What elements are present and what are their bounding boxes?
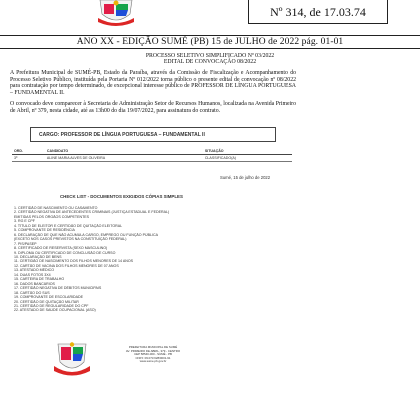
cell-candidate: ALINE MARIA ALVES DE OLIVEIRA [45, 155, 203, 162]
cell-order: 3º [12, 155, 45, 162]
notice-paragraph-2: O convocado deve comparecer à Secretaria de Administração Setor de Recursos Humanos, localizada na Avenida Primeiro de Abril, nº 379, nesta cidade, até as 13h00 do dia 19/07/2022, para assinatura do contrato. [10, 101, 296, 114]
place-date: Sumé, 15 de julho de 2022 [220, 175, 271, 180]
col-order-header: ORD. [12, 148, 45, 155]
checklist-item: EMITIDAS PELOS ÓRGÃOS COMPETENTES [14, 214, 90, 219]
law-number-box [248, 0, 388, 24]
scanned-annex [12, 120, 312, 420]
cargo-title: CARGO: PROFESSOR DE LÍNGUA PORTUGUESA – FUNDAMENTAL II [39, 131, 205, 138]
checklist-title: CHECK LIST - DOCUMENTOS EXIGIDOS CÓPIAS SIMPLES [60, 194, 183, 199]
checklist-item: 14. DUAS FOTOS 3X4 [14, 272, 51, 277]
candidate-table [12, 148, 292, 162]
footer-line: www.sume.pb.gov.br [139, 359, 167, 364]
checklist-item: 18. CARTÃO DO SUS [14, 290, 50, 295]
checklist-item: 7. PIS/PASEP [14, 241, 37, 246]
col-status-header: SITUAÇÃO [203, 148, 292, 155]
checklist-item: 21. CERTIDÃO DE REGULARIDADE DO CPF [14, 303, 89, 308]
checklist-item: 12. CARTÃO DE VACINA DOS FILHOS MENORES DE 07 ANOS [14, 263, 119, 268]
footer-coat-of-arms-logo [52, 342, 92, 380]
checklist-item: 13. ATESTADO MÉDICO [14, 268, 55, 273]
cargo-title-box [30, 127, 276, 142]
footer-address [98, 346, 208, 364]
header-rule-bottom [0, 48, 420, 49]
checklist-item: 16. DADOS BANCÁRIOS [14, 281, 55, 286]
footer-line: CNPJ: 09.073.628/0001-91 [135, 355, 171, 360]
cell-status: CLASSIFICADO(A) [203, 155, 292, 162]
checklist-item: (EXCETO NOS CASOS PREVISTOS NA CONSTITUIÇÃO FEDERAL) [14, 237, 127, 242]
checklist-item: 10. DECLARAÇÃO DE BENS [14, 254, 62, 259]
process-title: PROCESSO SELETIVO SIMPLIFICADO Nº 03/2022 [145, 53, 275, 59]
checklist-item: 1. CERTIDÃO DE NASCIMENTO OU CASAMENTO [14, 206, 98, 210]
checklist-item: 22. ATESTADO DE SAÚDE OCUPACIONAL (ASO) [14, 308, 96, 313]
checklist-item: 5. COMPROVANTE DE RESIDÊNCIA [14, 228, 75, 233]
checklist-item: 17. CERTIDÃO NEGATIVA DE DÉBITOS MUNICIPAIS [14, 286, 102, 291]
checklist-item: 8. CERTIFICADO DE RESERVISTA (SEXO MASCULINO) [14, 246, 108, 251]
header-rule-top [0, 35, 420, 36]
edition-line: ANO XX - EDIÇÃO SUMÉ (PB) 15 de JULHO de 2022 pág. 01-01 [76, 37, 344, 47]
footer-line: PREFEITURA MUNICIPAL DE SUMÉ [128, 345, 178, 349]
law-number-text: Nº 314, de 17.03.74 [270, 5, 366, 19]
checklist-item: 19. COMPROVANTE DE ESCOLARIDADE [14, 295, 84, 300]
municipal-coat-of-arms-logo [96, 0, 136, 26]
checklist-item: 9. DIPLOMA OU CERTIFICADO DE CONCLUSÃO DE CURSO [14, 250, 116, 255]
col-candidate-header: CANDIDATO [45, 148, 203, 155]
footer-line: AV. PRIMEIRO DE ABRIL, 379 - CENTRO [125, 348, 181, 353]
document-checklist [14, 206, 314, 313]
footer-line: CEP 58540-000 - SUMÉ - PB [134, 352, 172, 357]
checklist-item: 11. CERTIDÃO DE NASCIMENTO DOS FILHOS MENORES DE 14 ANOS [14, 259, 134, 264]
checklist-item: 3. RG E CPF [14, 219, 35, 224]
checklist-item: 4. TÍTULO DE ELEITOR E CERTIDÃO DE QUITAÇÃO ELEITORAL [14, 223, 123, 228]
notice-paragraph-1: A Prefeitura Municipal de SUMÉ-PB, Estado da Paraíba, através da Comissão de Fiscalização e Acompanhamento do Processo Seletivo Público, instituída pela Portaria Nº 012/2022 torna público o presente edital de convocação nº 08/2022 para contratação por tempo determinado, de excepcional interesse público de PROFESSOR DE LÍNGUA PORTUGUESA – FUNDAMENTAL II. [10, 70, 296, 96]
edital-title: EDITAL DE CONVOCAÇÃO 08/2022 [163, 59, 257, 65]
table-row [12, 155, 292, 162]
checklist-item: 2. CERTIDÃO NEGATIVA DE ANTECEDENTES CRIMINAIS (JUSTIÇA ESTADUAL E FEDERAL) [14, 210, 170, 215]
checklist-item: 20. CERTIDÃO DE QUITAÇÃO MILITAR [14, 299, 79, 304]
checklist-item: 6. DECLARAÇÃO DE QUE NÃO ACUMULA CARGO, EMPREGO OU FUNÇÃO PÚBLICA [14, 232, 158, 237]
checklist-item: 15. CARTEIRA DE TRABALHO [14, 277, 65, 282]
